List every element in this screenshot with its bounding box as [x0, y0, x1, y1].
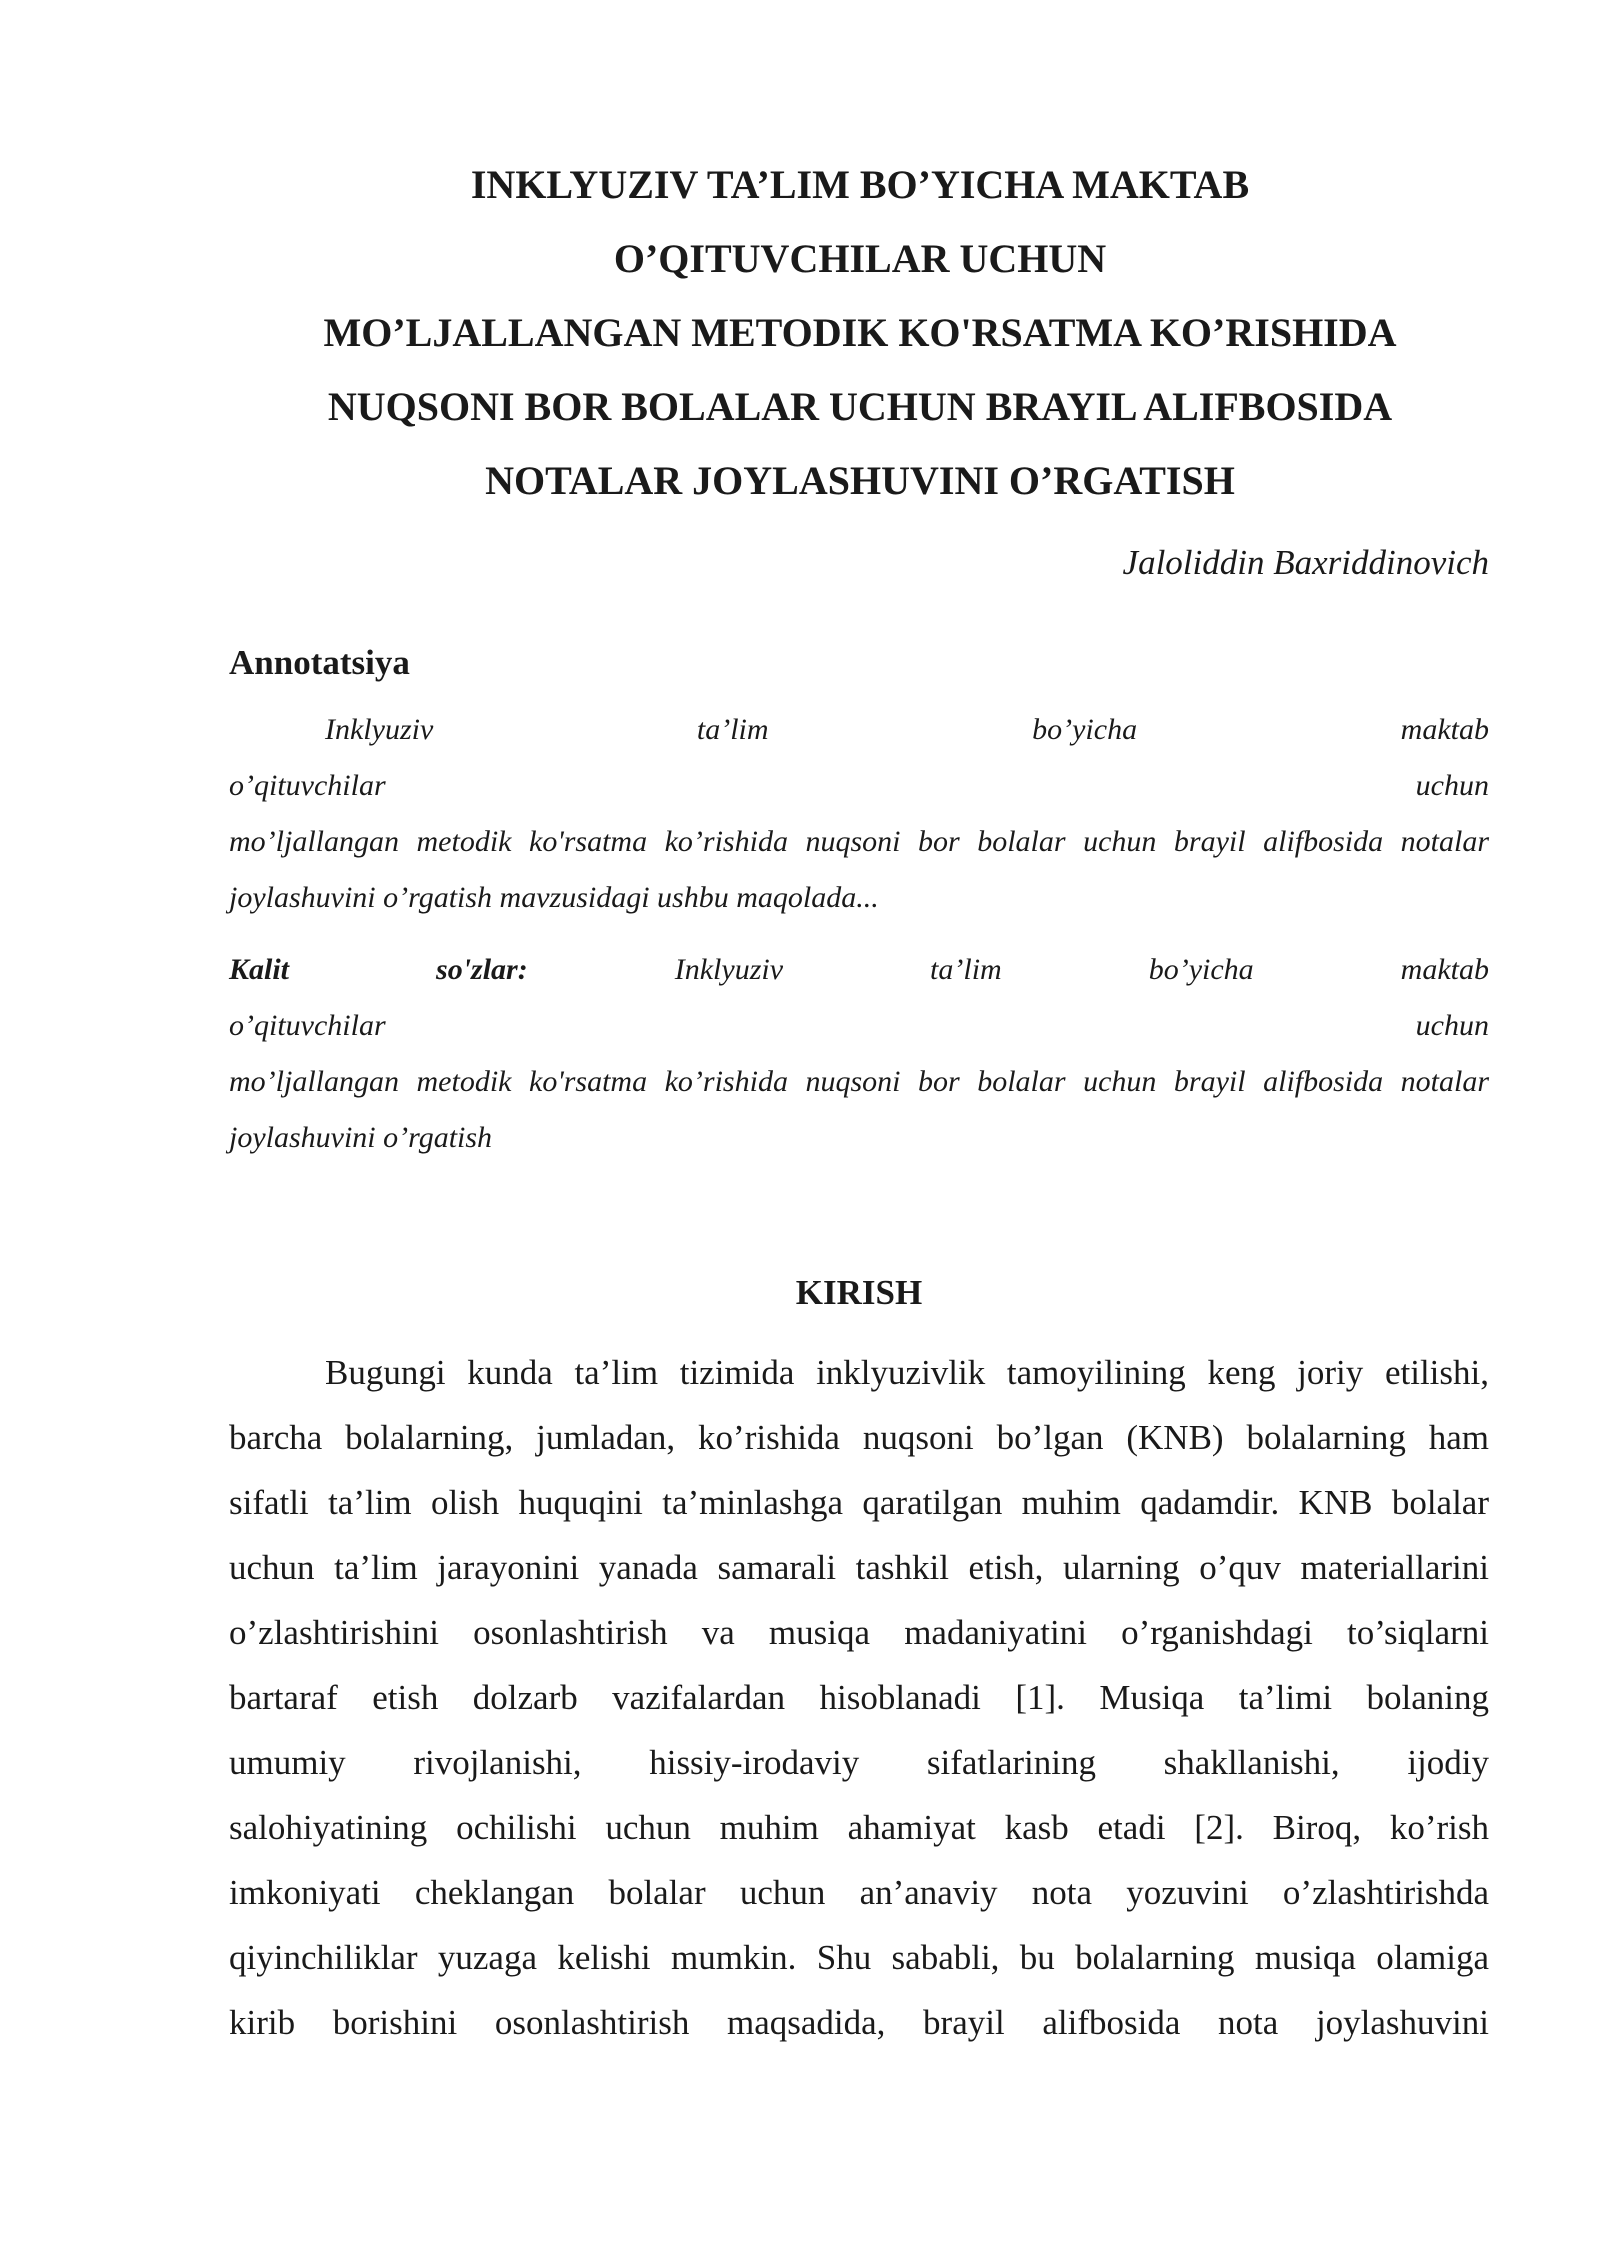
- body-line: uchun ta’lim jarayonini yanada samarali tashkil etish, ularning o’quv materiallarini: [229, 1548, 1489, 1587]
- body-line: imkoniyati cheklangan bolalar uchun an’anaviy nota yozuvini o’zlashtirishda: [229, 1873, 1489, 1912]
- body-line: barcha bolalarning, jumladan, ko’rishida nuqsoni bo’lgan (KNB) bolalarning ham: [229, 1418, 1489, 1457]
- keywords-line: o’qituvchilar uchun: [229, 1009, 1489, 1042]
- author-name: Jaloliddin Baxriddinovich: [1122, 543, 1489, 582]
- title-line: NOTALAR JOYLASHUVINI O’RGATISH: [485, 458, 1235, 503]
- annotation-line: mo’ljallangan metodik ko'rsatma ko’rishida nuqsoni bor bolalar uchun brayil alifbosida notalar: [229, 825, 1489, 858]
- body-line: sifatli ta’lim olish huquqini ta’minlashga qaratilgan muhim qadamdir. KNB bolalar: [229, 1483, 1489, 1522]
- annotation-line: joylashuvini o’rgatish mavzusidagi ushbu maqolada...: [229, 881, 879, 914]
- annotation-line: o’qituvchilar uchun: [229, 769, 1489, 802]
- body-line: kirib borishini osonlashtirish maqsadida, brayil alifbosida nota joylashuvini: [229, 2003, 1489, 2042]
- keywords-line: joylashuvini o’rgatish: [229, 1121, 493, 1154]
- keywords-line: [229, 950, 1489, 990]
- title-line: MO’LJALLANGAN METODIK KO'RSATMA KO’RISHIDA: [323, 310, 1397, 355]
- body-line: umumiy rivojlanishi, hissiy-irodaviy sifatlarining shakllanishi, ijodiy: [229, 1743, 1489, 1782]
- body-line: o’zlashtirishini osonlashtirish va musiqa madaniyatini o’rganishdagi to’siqlarni: [229, 1613, 1489, 1652]
- article-title: [200, 148, 1520, 518]
- title-line: INKLYUZIV TA’LIM BO’YICHA MAKTAB: [470, 162, 1250, 207]
- keywords-text: Inklyuziv ta’lim bo’yicha maktab: [674, 953, 1489, 986]
- annotation-heading: Annotatsiya: [229, 643, 410, 682]
- section-heading: KIRISH: [795, 1273, 923, 1312]
- body-line: Bugungi kunda ta’lim tizimida inklyuzivlik tamoyilining keng joriy etilishi,: [325, 1353, 1489, 1392]
- body-line: bartaraf etish dolzarb vazifalardan hisoblanadi [1]. Musiqa ta’limi bolaning: [229, 1678, 1489, 1717]
- annotation-line: Inklyuziv ta’lim bo’yicha maktab: [325, 713, 1489, 746]
- title-line: NUQSONI BOR BOLALAR UCHUN BRAYIL ALIFBOSIDA: [327, 384, 1393, 429]
- body-line: qiyinchiliklar yuzaga kelishi mumkin. Shu sababli, bu bolalarning musiqa olamiga: [229, 1938, 1489, 1977]
- title-line: O’QITUVCHILAR UCHUN: [613, 236, 1107, 281]
- keywords-label: Kalit so'zlar:: [229, 953, 528, 986]
- keywords-line: mo’ljallangan metodik ko'rsatma ko’rishida nuqsoni bor bolalar uchun brayil alifbosida notalar: [229, 1065, 1489, 1098]
- body-line: salohiyatining ochilishi uchun muhim ahamiyat kasb etadi [2]. Biroq, ko’rish: [229, 1808, 1489, 1847]
